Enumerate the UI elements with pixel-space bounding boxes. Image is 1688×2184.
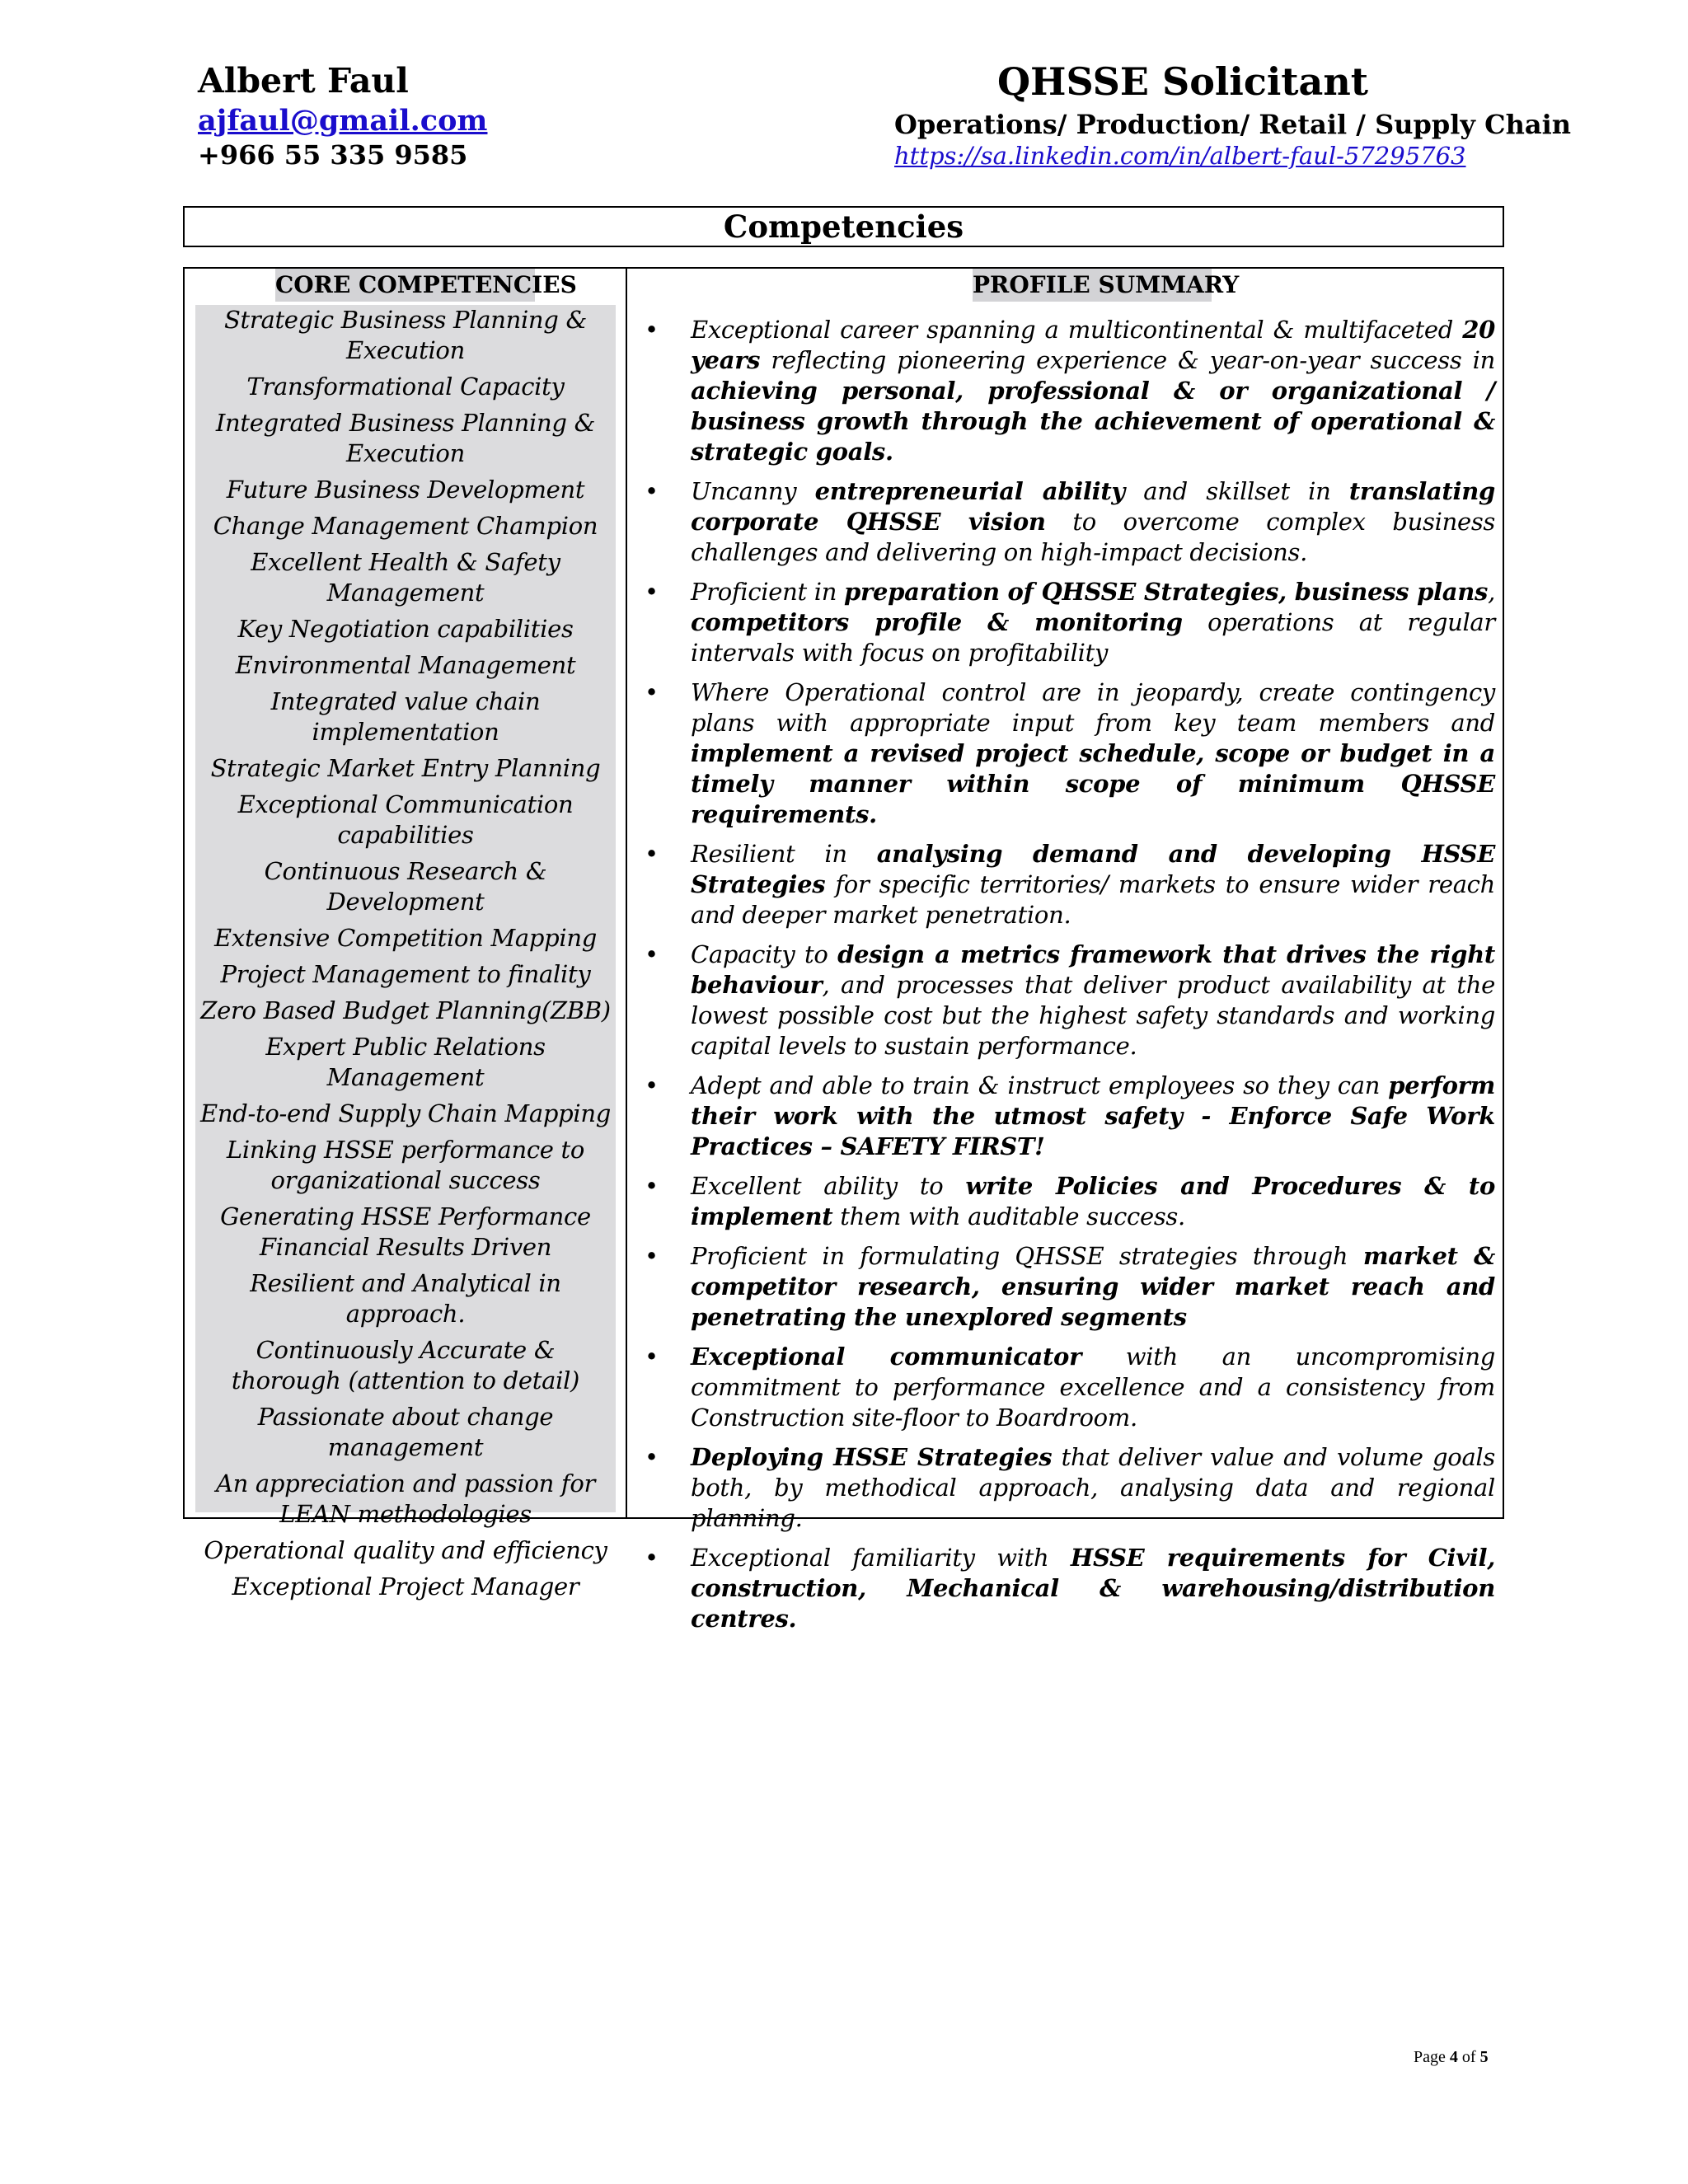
bullet-icon: • (645, 1242, 659, 1270)
bullet-emphasis: HSSE requirements for Civil, construction, Mechanical & warehousing/distribution centres. (691, 1544, 1495, 1633)
candidate-name: Albert Faul (198, 61, 409, 101)
bullet-emphasis: design a metrics framework that drives the right behaviour (691, 940, 1495, 999)
bullet-text: Uncanny (691, 477, 815, 505)
bullet-icon: • (645, 1071, 659, 1099)
competency-item: Future Business Development (226, 476, 585, 504)
bullet-text: Capacity to (691, 940, 838, 968)
competencies-table (183, 267, 1504, 1633)
competency-item: Resilient and Analytical in approach. (250, 1269, 561, 1328)
bullet-icon: • (645, 578, 659, 606)
profile-bullet (645, 1241, 1496, 1333)
competency-item: Strategic Market Entry Planning (210, 754, 601, 782)
column-divider (626, 269, 627, 1517)
bullet-text: Proficient in formulating QHSSE strategies through (691, 1242, 1363, 1270)
bullet-text: with an uncompromising commitment to performance excellence and a consistency from Construction site-floor to Boardroom. (691, 1343, 1496, 1432)
bullet-icon: • (645, 840, 659, 868)
bullet-icon: • (645, 1443, 659, 1471)
competency-item: Generating HSSE Performance Financial Results Driven (220, 1202, 591, 1261)
job-title: QHSSE Solicitant (996, 59, 1369, 104)
competency-item: Linking HSSE performance to organizational success (226, 1136, 585, 1194)
profile-bullet (645, 1543, 1495, 1634)
competency-item: Expert Public Relations Management (265, 1033, 546, 1091)
bullet-text: , (1488, 578, 1495, 606)
bullet-text: Exceptional career spanning a multicontinental & multifaceted (691, 316, 1463, 344)
phone-number: +966 55 335 9585 (198, 139, 468, 171)
bullet-emphasis: write Policies and Procedures & to implement (691, 1172, 1495, 1230)
competency-item: Extensive Competition Mapping (214, 924, 597, 952)
core-competencies-list (195, 305, 616, 1601)
bullet-text: Resilient in (691, 840, 877, 868)
bullet-text: for specific territories/ markets to ensure wider reach and deeper market penetration. (691, 870, 1495, 929)
competency-item: An appreciation and passion for LEAN methodologies (215, 1469, 596, 1528)
competency-item: Operational quality and efficiency (204, 1536, 607, 1564)
competency-item: Strategic Business Planning & Execution (223, 306, 588, 364)
profile-bullet (645, 940, 1495, 1062)
bullet-emphasis: Exceptional communicator (691, 1343, 1082, 1371)
bullet-icon: • (645, 316, 659, 344)
competency-item: Environmental Management (235, 651, 576, 679)
bullet-text: to overcome complex business challenges and delivering on high-impact decisions. (691, 508, 1496, 566)
bullet-text: Excellent ability to (691, 1172, 966, 1200)
bullet-icon: • (645, 678, 659, 706)
job-subtitle: Operations/ Production/ Retail / Supply Chain (894, 109, 1572, 140)
bullet-text: , and processes that deliver product availability at the lowest possible cost but the highest safety standards and working capital levels to sustain performance. (691, 971, 1495, 1060)
profile-summary-list (645, 315, 1496, 1643)
bullet-text: that deliver value and volume goals both, by methodical approach, analysing data and regional planning. (691, 1443, 1495, 1532)
bullet-emphasis: analysing demand and developing HSSE Strategies (691, 840, 1496, 898)
bullet-text: operations at regular intervals with focus on profitability (691, 608, 1495, 667)
bullet-text: and skillset in (1124, 477, 1349, 505)
competency-item: Zero Based Budget Planning(ZBB) (200, 996, 611, 1024)
profile-bullet (645, 839, 1496, 930)
profile-bullet (645, 476, 1496, 568)
bullet-emphasis: 20 years (691, 316, 1495, 374)
profile-bullet (645, 1342, 1496, 1433)
page-number (1414, 2048, 1489, 2067)
competency-item: Exceptional Project Manager (232, 1572, 579, 1601)
page-total: 5 (1479, 2048, 1489, 2066)
competency-item: Continuously Accurate & thorough (attention to detail) (231, 1336, 580, 1394)
bullet-icon: • (645, 477, 659, 505)
bullet-icon: • (645, 1343, 659, 1371)
bullet-emphasis: perform their work with the utmost safety - Enforce Safe Work Practices – SAFETY FIRST! (691, 1071, 1495, 1160)
competency-item: Integrated value chain implementation (270, 687, 541, 746)
competency-item: Exceptional Communication capabilities (237, 790, 574, 849)
competency-item: Project Management to finality (220, 960, 591, 988)
bullet-text: Exceptional familiarity with (691, 1544, 1071, 1572)
bullet-text: Proficient in (691, 578, 845, 606)
competency-item: Continuous Research & Development (264, 857, 547, 916)
competency-item: Excellent Health & Safety Management (251, 548, 560, 607)
profile-bullet (645, 577, 1495, 668)
profile-bullet (645, 315, 1495, 467)
bullet-emphasis: Deploying HSSE Strategies (691, 1443, 1053, 1471)
profile-summary-heading: PROFILE SUMMARY (973, 269, 1212, 302)
page-prefix: Page (1414, 2048, 1450, 2066)
profile-bullet (645, 677, 1495, 830)
bullet-emphasis: achieving personal, professional & or organizational / business growth through the achievement of operational & strategic goals. (691, 377, 1495, 466)
linkedin-link[interactable]: https://sa.linkedin.com/in/albert-faul-57295763 (894, 142, 1466, 170)
page-current: 4 (1449, 2048, 1458, 2066)
section-title-competencies: Competencies (183, 206, 1504, 247)
bullet-text: Adept and able to train & instruct employees so they can (691, 1071, 1389, 1099)
bullet-emphasis: market & competitor research, ensuring wider market reach and penetrating the unexplored segments (691, 1242, 1496, 1331)
competency-item: Passionate about change management (257, 1403, 554, 1461)
competency-item: Integrated Business Planning & Execution (215, 409, 596, 467)
bullet-emphasis: translating corporate QHSSE vision (691, 477, 1495, 536)
profile-bullet (645, 1071, 1495, 1162)
bullet-text: them with auditable success. (832, 1202, 1185, 1230)
profile-bullet (645, 1442, 1495, 1534)
page-of: of (1457, 2048, 1480, 2066)
bullet-emphasis: competitors profile & monitoring (691, 608, 1183, 636)
bullet-icon: • (645, 1544, 659, 1572)
competency-item: Transformational Capacity (246, 373, 565, 401)
bullet-emphasis: entrepreneurial ability (814, 477, 1125, 505)
profile-bullet (645, 1171, 1495, 1232)
bullet-text: Where Operational control are in jeopardy, create contingency plans with appropriate input from key team members and (691, 678, 1495, 737)
bullet-text: reflecting pioneering experience & year-on-year success in (760, 346, 1495, 374)
competency-item: End-to-end Supply Chain Mapping (200, 1099, 611, 1127)
core-competencies-heading: CORE COMPETENCIES (275, 269, 535, 302)
competency-item: Key Negotiation capabilities (237, 615, 574, 643)
email-link[interactable]: ajfaul@gmail.com (198, 104, 488, 138)
bullet-icon: • (645, 940, 659, 968)
bullet-icon: • (645, 1172, 659, 1200)
competency-item: Change Management Champion (213, 512, 598, 540)
bullet-emphasis: preparation of QHSSE Strategies, business plans (844, 578, 1489, 606)
bullet-emphasis: implement a revised project schedule, scope or budget in a timely manner within scope of minimum QHSSE requirements. (691, 739, 1495, 828)
